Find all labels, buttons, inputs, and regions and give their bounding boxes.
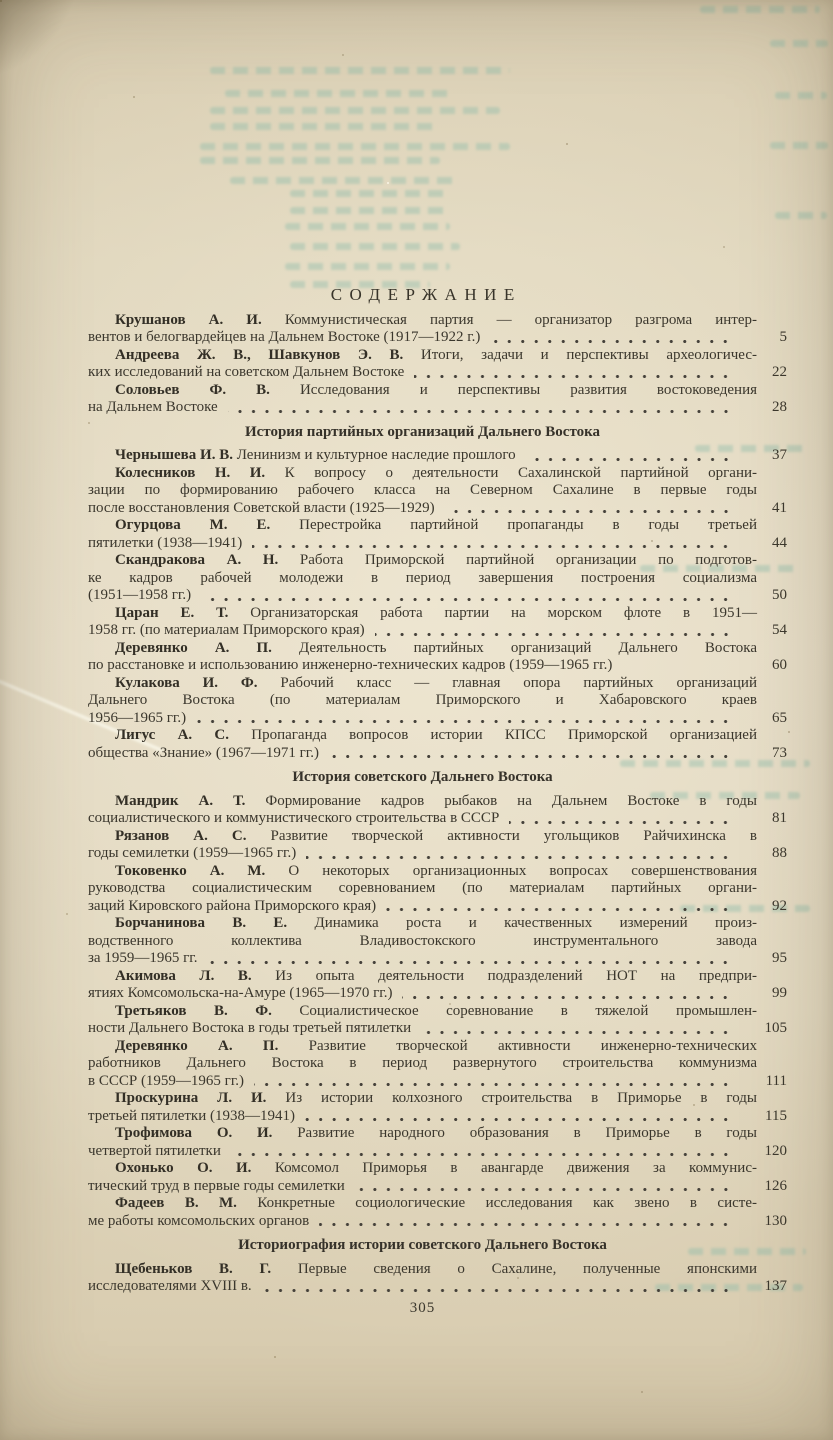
dot-leader [509, 820, 737, 825]
entry-text: Организаторская работа партии на морском флоте в 1951— [228, 604, 757, 621]
bleed-row [285, 263, 450, 270]
toc-line [88, 382, 757, 400]
entry-author: Лигус А. С. [115, 727, 229, 743]
entry-text: Перестройка партийной пропаганды в годы третьей [270, 517, 757, 533]
entry-text: Из опыта деятельности подразделений НОТ на предпри- [251, 967, 758, 984]
bleed-row [775, 92, 827, 99]
contents-sheet [88, 286, 787, 1296]
toc-line [88, 1055, 757, 1073]
bleed-row [230, 177, 460, 184]
dot-leader [386, 907, 737, 912]
dot-leader [490, 339, 737, 344]
entry-page-number: 44 [772, 534, 787, 551]
toc-line [88, 465, 757, 483]
entry-author: Соловьев Ф. В. [115, 381, 270, 398]
entry-text: в СССР (1959—1965 гг.) [88, 1072, 245, 1089]
entry-page-number: 41 [772, 499, 787, 516]
paper-speckles [0, 0, 2, 2]
toc-line [88, 933, 757, 951]
bleed-row [290, 243, 460, 250]
toc-line [88, 1261, 757, 1279]
toc-line [88, 880, 757, 898]
entry-page-number: 60 [772, 657, 787, 673]
dot-leader [207, 960, 737, 965]
toc-line [88, 828, 757, 846]
toc-line [88, 552, 757, 570]
section-header: Историография истории советского Дальнего Востока [238, 1237, 607, 1253]
entry-page-number: 99 [772, 985, 787, 1001]
toc-line [88, 1278, 787, 1296]
dot-leader [329, 754, 737, 759]
entry-text: общества «Знание» (1967—1971 гг.) [88, 744, 319, 761]
toc-line [88, 535, 787, 553]
toc-line [88, 657, 787, 675]
section-header: История советского Дальнего Востока [292, 769, 553, 785]
entry-author: Деревянко А. П. [115, 1037, 279, 1054]
entry-text: Дальнего Востока (по материалам Приморского и Хабаровского краев [88, 692, 757, 708]
entry-text: Работа Приморской партийной организации по подготов- [278, 552, 757, 568]
entry-text: Исследования и перспективы развития востоковедения [269, 381, 757, 398]
entry-page-number: 126 [764, 1177, 787, 1194]
entry-page-number: 37 [772, 447, 787, 463]
toc-line [88, 793, 757, 811]
entry-text: пятилетки (1938—1941) [88, 534, 243, 551]
entry-text: Динамика роста и качественных измерений произ- [287, 915, 757, 931]
entry-text: зации по формированию рабочего класса на Северном Сахалине в первые годы [88, 482, 757, 498]
entry-author: Проскурина Л. И. [115, 1090, 267, 1106]
entry-author: Третьяков В. Ф. [115, 1002, 272, 1019]
entry-page-number: 115 [765, 1107, 787, 1124]
entry-text: тический труд в первые годы семилетки [88, 1177, 345, 1194]
bleed-row [210, 107, 500, 114]
dot-leader [402, 995, 737, 1000]
entry-author: Мандрик А. Т. [115, 792, 246, 809]
entry-text: Первые сведения о Сахалине, полученные японскими [271, 1260, 757, 1277]
toc-line [88, 1038, 757, 1056]
entry-author: Колесников Н. И. [115, 464, 266, 481]
entry-page-number: 105 [764, 1020, 787, 1036]
entry-author: Рязанов А. С. [115, 827, 247, 844]
entry-page-number: 88 [772, 845, 787, 861]
dot-leader [421, 1030, 737, 1035]
toc-line [88, 1213, 787, 1231]
entry-text: Развитие народного образования в Приморье в годы [272, 1125, 757, 1141]
contents-title: СОДЕРЖАНИЕ [330, 285, 522, 304]
entry-author: Кулакова И. Ф. [115, 674, 258, 691]
dot-leader [319, 1222, 737, 1227]
entry-page-number: 54 [772, 622, 787, 638]
entry-text: заций Кировского района Приморского края) [88, 897, 377, 914]
entry-text: исследователями XVIII в. [88, 1278, 252, 1294]
entry-text: на Дальнем Востоке [88, 399, 218, 415]
bleed-row [200, 143, 510, 150]
entry-text: Коммунистическая партия — организатор разгрома интер- [261, 311, 757, 328]
entry-text: работников Дальнего Востока в период развернутого строительства коммунизма [88, 1055, 757, 1071]
toc-line [88, 1073, 787, 1091]
toc-line [88, 399, 787, 417]
entry-text: годы семилетки (1959—1965 гг.) [88, 845, 297, 861]
entry-text: О некоторых организационных вопросах совершенствования [265, 862, 757, 879]
dot-leader [526, 457, 737, 462]
entry-text: ятиях Комсомольска-на-Амуре (1965—1970 гг.) [88, 985, 393, 1001]
entry-text: Развитие творческой активности угольщиков Райчихинска в [246, 827, 757, 844]
entry-author: Фадеев В. М. [115, 1195, 237, 1211]
dot-leader [445, 509, 737, 514]
dot-leader [196, 719, 737, 724]
entry-text: Из истории колхозного строительства в Приморье в годы [266, 1090, 757, 1106]
entry-text: Пропаганда вопросов истории КПСС Приморской организацией [229, 727, 757, 743]
entry-text: четвертой пятилетки [88, 1142, 221, 1159]
bleed-row [290, 207, 445, 214]
entry-page-number: 50 [772, 587, 787, 603]
entry-page-number: 137 [764, 1278, 787, 1294]
entry-text: за 1959—1965 гг. [88, 950, 198, 966]
toc-line [88, 482, 757, 500]
entry-text: ке кадров рабочей молодежи в период завершения построения социализма [88, 569, 757, 586]
entry-author: Токовенко А. М. [115, 862, 266, 879]
bleed-row [770, 40, 828, 47]
bleed-row [770, 142, 828, 149]
toc-line [88, 347, 757, 365]
entry-author: Трофимова О. И. [115, 1125, 273, 1141]
toc-line [88, 1125, 757, 1143]
bleed-row [200, 157, 440, 164]
entry-text: третьей пятилетки (1938—1941) [88, 1107, 295, 1124]
toc-line [88, 1003, 757, 1021]
entry-text: после восстановления Советской власти (1925—1929) [88, 499, 435, 516]
entry-text: Социалистическое соревнование в тяжелой промышлен- [271, 1002, 757, 1019]
toc-line [88, 640, 757, 658]
toc-line [88, 364, 787, 382]
dot-leader [414, 374, 737, 379]
toc-line [88, 845, 787, 863]
toc-line [88, 1160, 757, 1178]
bleed-row [775, 212, 827, 219]
entry-text: Рабочий класс — главная опора партийных организаций [257, 674, 757, 691]
entry-text: 1958 гг. (по материалам Приморского края) [88, 622, 365, 638]
entry-author: Охонько О. И. [115, 1160, 252, 1176]
bleed-row [285, 223, 450, 230]
entry-text: Развитие творческой активности инженерно-технических [278, 1037, 757, 1054]
bleed-row [210, 67, 510, 74]
entry-page-number: 92 [772, 897, 787, 914]
toc-line [88, 570, 757, 588]
toc-line [88, 810, 787, 828]
entry-text: Ленинизм и культурное наследие прошлого [232, 447, 516, 463]
entry-page-number: 28 [772, 399, 787, 415]
entry-author: Андреева Ж. В., Шавкунов Э. В. [115, 346, 404, 363]
section-header: История партийных организаций Дальнего Востока [244, 423, 601, 440]
bleed-row [210, 123, 440, 130]
toc-line [88, 1178, 787, 1196]
entry-page-number: 65 [772, 709, 787, 726]
toc-line [88, 915, 757, 933]
entry-author: Крушанов А. И. [115, 311, 262, 328]
dot-leader [375, 632, 737, 637]
bleed-row [225, 90, 450, 97]
entry-page-number: 73 [772, 744, 787, 761]
toc-line [88, 692, 757, 710]
toc-line [88, 727, 757, 745]
entry-author: Чернышева И. В. [115, 447, 233, 463]
entry-page-number: 95 [772, 950, 787, 966]
entry-text: водственного коллектива Владивостокского инструментального завода [88, 932, 757, 949]
toc-line [88, 985, 787, 1003]
toc-line [88, 605, 757, 623]
dot-leader [305, 1117, 737, 1122]
dot-leader [228, 409, 737, 414]
entry-page-number: 130 [764, 1212, 787, 1229]
entry-text: К вопросу о деятельности Сахалинской партийной органи- [265, 464, 758, 481]
entry-text: по расстановке и использованию инженерно-технических кадров (1959—1965 гг.) [88, 657, 613, 673]
dot-leader [231, 1152, 737, 1157]
toc-line [88, 1020, 787, 1038]
dot-leader [355, 1187, 737, 1192]
entry-text: (1951—1958 гг.) [88, 587, 192, 603]
toc-line [88, 1090, 757, 1108]
entry-author: Борчанинова В. Е. [115, 915, 288, 931]
toc-line [88, 1143, 787, 1161]
dot-leader [252, 544, 737, 549]
entry-text: Комсомол Приморья в авангарде движения за коммунис- [251, 1160, 757, 1176]
entry-author: Щебеньков В. Г. [115, 1260, 272, 1277]
toc-line [88, 968, 757, 986]
entry-page-number: 5 [779, 329, 787, 345]
toc-line [88, 329, 787, 347]
dot-leader [306, 855, 737, 860]
toc-line [88, 710, 787, 728]
entry-text: ких исследований на советском Дальнем Востоке [88, 364, 405, 380]
page-number: 305 [409, 1300, 436, 1316]
entry-author: Огурцова М. Е. [115, 517, 271, 533]
bleed-row [700, 6, 820, 13]
entry-text: руководства социалистическим соревнованием (по материалам партийных органи- [88, 880, 757, 896]
entry-page-number: 81 [772, 810, 787, 826]
entry-text: ности Дальнего Востока в годы третьей пятилетки [88, 1020, 412, 1036]
toc-line [88, 745, 787, 763]
dot-leader [254, 1082, 737, 1087]
toc-line [88, 1108, 787, 1126]
entry-text: Итоги, задачи и перспективы археологичес- [403, 346, 757, 363]
toc-line [88, 517, 757, 535]
dot-leader [201, 597, 737, 602]
entry-text: 1956—1965 гг.) [88, 709, 187, 726]
toc-line [88, 447, 787, 465]
entry-text: вентов и белогвардейцев на Дальнем Востоке (1917—1922 г.) [88, 329, 481, 345]
entry-page-number: 111 [765, 1072, 787, 1089]
entry-text: Конкретные социологические исследования как звено в систе- [236, 1195, 757, 1211]
toc-line [88, 863, 757, 881]
toc-line [88, 675, 757, 693]
toc-line [88, 312, 757, 330]
toc-list [88, 312, 787, 1296]
bleed-row [290, 190, 450, 197]
toc-line [88, 1195, 757, 1213]
entry-author: Акимова Л. В. [115, 967, 252, 984]
toc-line [88, 500, 787, 518]
entry-text: ме работы комсомольских органов [88, 1212, 310, 1229]
entry-page-number: 120 [764, 1142, 787, 1159]
toc-line [88, 950, 787, 968]
entry-author: Скандракова А. Н. [115, 552, 279, 568]
entry-text: Формирование кадров рыбаков на Дальнем Востоке в годы [245, 792, 757, 809]
entry-author: Царан Е. Т. [115, 604, 229, 621]
entry-author: Деревянко А. П. [115, 639, 272, 656]
dot-leader [262, 1288, 737, 1293]
toc-line [88, 587, 787, 605]
entry-text: социалистического и коммунистического строительства в СССР [88, 810, 500, 826]
toc-line [88, 898, 787, 916]
entry-text: Деятельность партийных организаций Дальнего Востока [271, 639, 757, 656]
entry-page-number: 22 [772, 364, 787, 380]
toc-line [88, 622, 787, 640]
